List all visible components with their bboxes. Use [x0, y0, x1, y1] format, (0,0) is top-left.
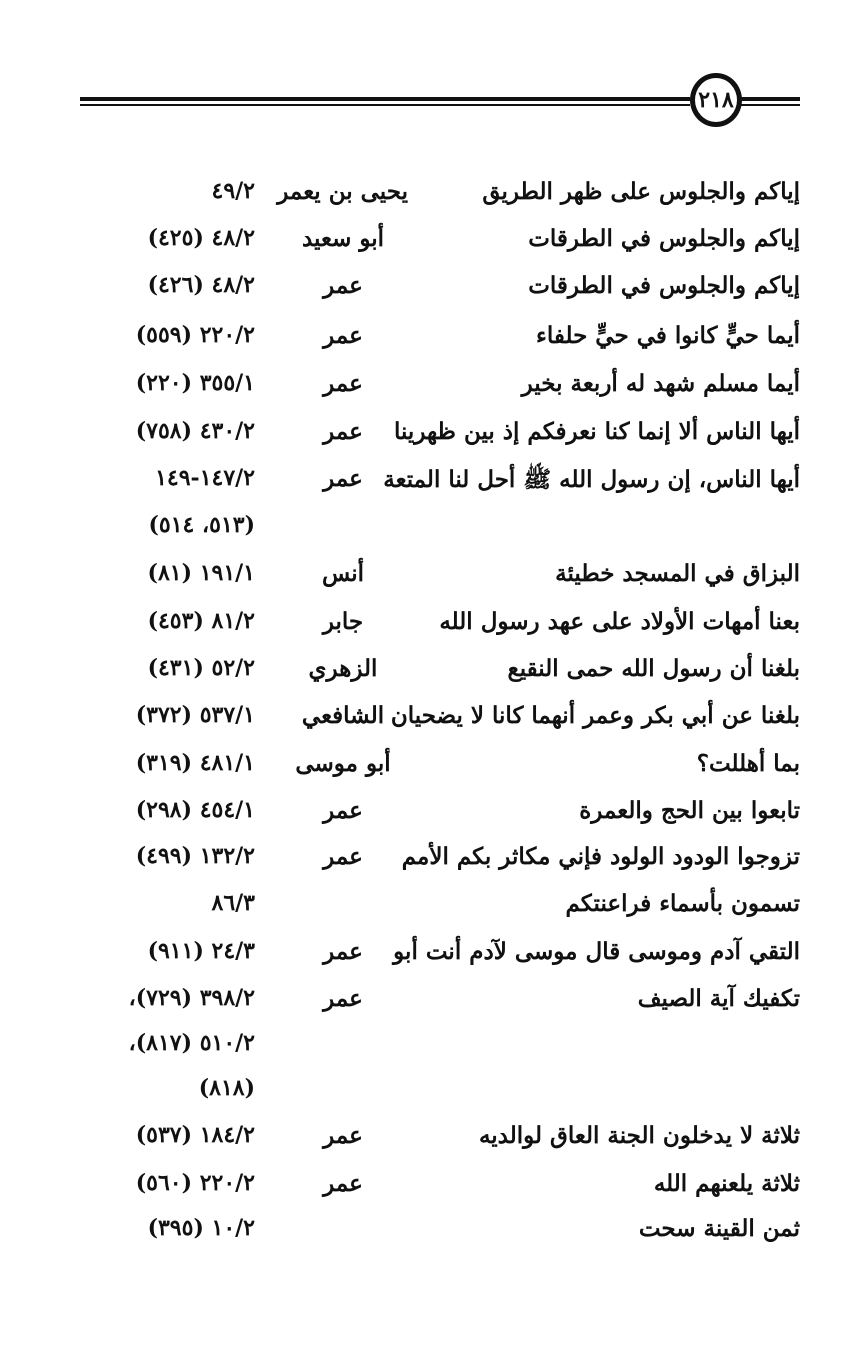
hadith-text: تكفيك آية الصيف: [637, 985, 800, 1012]
reference-number: ٨٦/٣: [211, 890, 255, 916]
reference-number: ٤٩/٢: [211, 178, 255, 204]
narrator-name: عمر: [323, 797, 363, 824]
reference-number: ٤٥٤/١ (٢٩٨): [135, 797, 255, 823]
list-item: [0, 370, 855, 416]
list-item: [0, 272, 855, 318]
list-item: [0, 418, 855, 464]
narrator-name: أنس: [321, 560, 365, 587]
reference-number: ٢٤/٣ (٩١١): [147, 938, 255, 964]
hadith-text: إياكم والجلوس على ظهر الطريق: [482, 178, 800, 205]
page-number: ٢١٨: [690, 73, 742, 127]
narrator-name: عمر: [323, 938, 363, 965]
reference-number: ٢٢٠/٢ (٥٦٠): [135, 1170, 255, 1196]
narrator-name: أبو موسى: [295, 750, 391, 777]
narrator-name: الشافعي: [301, 702, 385, 729]
narrator-name: جابر: [322, 608, 364, 635]
list-item: [0, 225, 855, 271]
narrator-name: عمر: [323, 1170, 363, 1197]
hadith-text: إياكم والجلوس في الطرقات: [528, 225, 800, 252]
reference-number: ٥٣٧/١ (٣٧٢): [135, 702, 255, 728]
header-rule-right: [740, 97, 800, 101]
list-item: [0, 655, 855, 701]
list-item: [0, 938, 855, 984]
hadith-text: بلغنا أن رسول الله حمى النقيع: [507, 655, 800, 682]
reference-number: ١٠/٢ (٣٩٥): [147, 1215, 255, 1241]
list-item: [0, 843, 855, 889]
header-rule-left: [80, 97, 690, 101]
reference-number: ٢٢٠/٢ (٥٥٩): [135, 322, 255, 348]
narrator-name: عمر: [323, 843, 363, 870]
hadith-text: تسمون بأسماء فراعنتكم: [565, 890, 800, 917]
narrator-name: عمر: [323, 465, 363, 492]
list-item: [0, 797, 855, 843]
reference-number: (٥١٣، ٥١٤): [148, 512, 255, 538]
hadith-text: أيها الناس ألا إنما كنا نعرفكم إذ بين ظهرينا: [393, 418, 800, 445]
hadith-text: أيها الناس، إن رسول الله ﷺ أحل لنا المتعة: [383, 466, 800, 493]
hadith-text: إياكم والجلوس في الطرقات: [528, 272, 800, 299]
header-rule-right-thin: [740, 104, 800, 106]
list-item: [0, 322, 855, 368]
hadith-text: ثلاثة يلعنهم الله: [653, 1170, 800, 1197]
reference-number: ٤٨١/١ (٣١٩): [135, 750, 255, 776]
list-item: [0, 1030, 855, 1076]
list-item: [0, 702, 855, 748]
hadith-text: ثمن القينة سحت: [638, 1215, 800, 1242]
reference-number: ٣٥٥/١ (٢٢٠): [135, 370, 255, 396]
hadith-text: أيما مسلم شهد له أربعة بخير: [521, 370, 800, 397]
reference-number: (٨١٨): [198, 1075, 255, 1101]
hadith-text: بما أهللت؟: [696, 750, 800, 777]
list-item: [0, 1075, 855, 1121]
hadith-text: البزاق في المسجد خطيئة: [555, 560, 800, 587]
narrator-name: عمر: [323, 370, 363, 397]
header-rule-left-thin: [80, 104, 690, 106]
list-item: [0, 178, 855, 224]
narrator-name: عمر: [323, 322, 363, 349]
hadith-text: بعنا أمهات الأولاد على عهد رسول الله: [439, 608, 800, 635]
narrator-name: الزهري: [308, 655, 378, 682]
hadith-text: تزوجوا الودود الولود فإني مكاثر بكم الأمم: [401, 843, 800, 870]
reference-number: ٤٨/٢ (٤٢٦): [147, 272, 255, 298]
list-item: [0, 750, 855, 796]
list-item: [0, 890, 855, 936]
list-item: [0, 1215, 855, 1261]
narrator-name: عمر: [323, 272, 363, 299]
reference-number: ٣٩٨/٢ (٧٢٩)،: [128, 985, 255, 1011]
reference-number: ١٩١/١ (٨١): [147, 560, 255, 586]
list-item: [0, 465, 855, 511]
narrator-name: عمر: [323, 985, 363, 1012]
list-item: [0, 608, 855, 654]
reference-number: ١٤٧/٢-١٤٩: [155, 465, 255, 491]
hadith-text: ثلاثة لا يدخلون الجنة العاق لوالديه: [478, 1122, 800, 1149]
hadith-text: أيما حيٍّ كانوا في حيٍّ حلفاء: [536, 322, 800, 349]
reference-number: ١٨٤/٢ (٥٣٧): [135, 1122, 255, 1148]
hadith-text: بلغنا عن أبي بكر وعمر أنهما كانا لا يضحيان: [390, 702, 800, 729]
reference-number: ١٣٢/٢ (٤٩٩): [135, 843, 255, 869]
reference-number: ٥١٠/٢ (٨١٧)،: [128, 1030, 255, 1056]
reference-number: ٨١/٢ (٤٥٣): [147, 608, 255, 634]
list-item: [0, 1170, 855, 1216]
narrator-name: يحيى بن يعمر: [277, 178, 408, 205]
list-item: [0, 985, 855, 1031]
hadith-text: تابعوا بين الحج والعمرة: [579, 797, 800, 824]
reference-number: ٤٣٠/٢ (٧٥٨): [135, 418, 255, 444]
list-item: [0, 512, 855, 558]
list-item: [0, 1122, 855, 1168]
hadith-text: التقي آدم وموسى قال موسى لآدم أنت أبو: [393, 938, 800, 965]
reference-number: ٤٨/٢ (٤٢٥): [147, 225, 255, 251]
narrator-name: عمر: [323, 1122, 363, 1149]
narrator-name: عمر: [323, 418, 363, 445]
narrator-name: أبو سعيد: [301, 225, 385, 252]
reference-number: ٥٢/٢ (٤٣١): [147, 655, 255, 681]
page-header: [0, 0, 855, 140]
list-item: [0, 560, 855, 606]
